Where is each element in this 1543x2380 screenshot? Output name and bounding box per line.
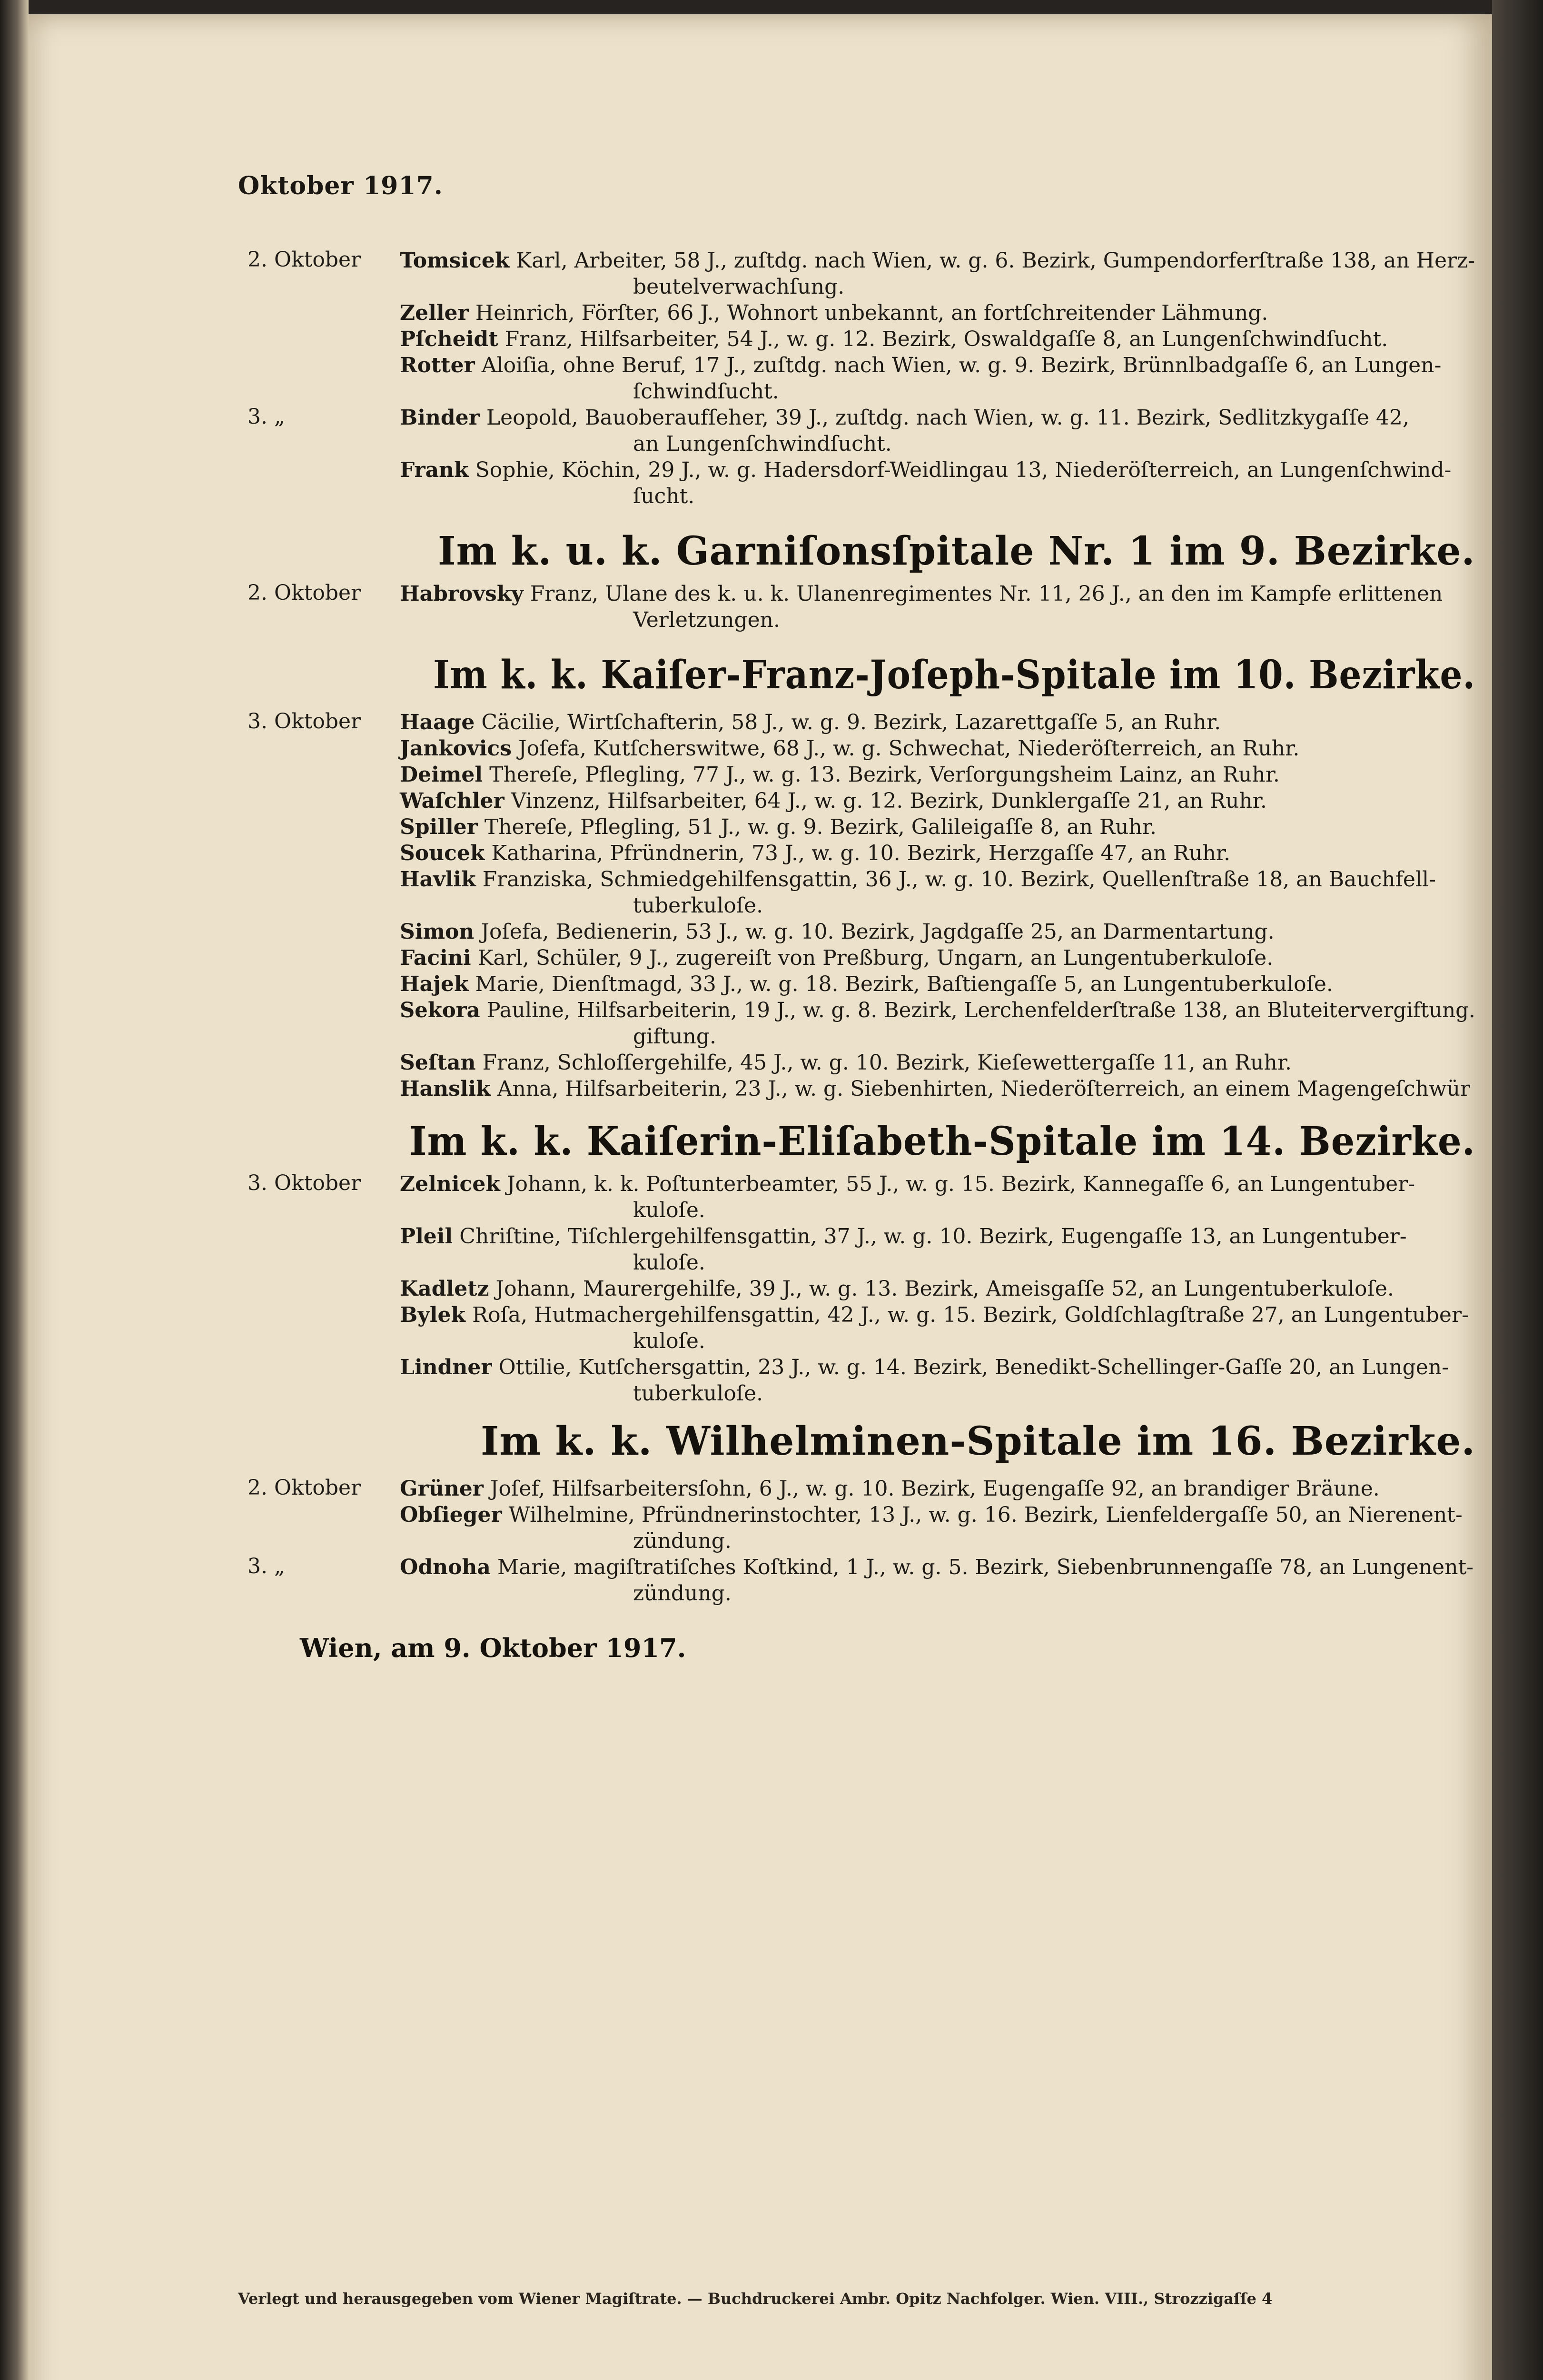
entry (400, 945, 1273, 971)
page-header: Oktober 1917. (238, 171, 443, 200)
entry (400, 866, 1436, 892)
entry-text: Joſefa, Bedienerin, 53 J., w. g. 10. Bezirk, Jagdgaſſe 25, an Darmentartung. (481, 920, 1275, 944)
entry (400, 1554, 1474, 1580)
entry-name: Spiller (400, 815, 478, 839)
scan-border-top (0, 0, 1543, 14)
entry-continuation: kuloſe. (633, 1329, 705, 1353)
entry-date: 3. „ (247, 1554, 285, 1578)
entry-text: Roſa, Hutmachergehilfensgattin, 42 J., w. g. 15. Bezirk, Goldſchlagſtraße 27, an Lungentuber- (472, 1303, 1469, 1327)
entry-continuation: beutelverwachſung. (633, 275, 845, 299)
entry (400, 326, 1388, 352)
imprint-footer: Verlegt und herausgegeben vom Wiener Magiſtrate. — Buchdruckerei Ambr. Opitz Nachfolger. Wien. VIII., Strozzigaſſe 4 (238, 2290, 1273, 2308)
entry-continuation: giftung. (633, 1024, 717, 1049)
entry-date: 2. Oktober (247, 1476, 361, 1500)
entry (400, 1223, 1407, 1250)
entry (400, 405, 1409, 431)
entry-name: Seſtan (400, 1051, 476, 1075)
entry (400, 788, 1267, 814)
entry-name: Odnoha (400, 1555, 491, 1579)
entry-date: 2. Oktober (247, 581, 361, 605)
entry-text: Joſefa, Kutſcherswitwe, 68 J., w. g. Schwechat, Niederöſterreich, an Ruhr. (518, 736, 1300, 761)
entry-name: Kadletz (400, 1277, 489, 1301)
entry-name: Sekora (400, 998, 480, 1022)
entry-text: Marie, Dienſtmagd, 33 J., w. g. 18. Bezirk, Baſtiengaſſe 5, an Lungentuberkuloſe. (475, 972, 1333, 996)
entry-text: Cäcilie, Wirtſchafterin, 58 J., w. g. 9. Bezirk, Lazarettgaſſe 5, an Ruhr. (481, 710, 1221, 734)
entry (400, 762, 1280, 788)
entry-text: Karl, Schüler, 9 J., zugereiſt von Preßburg, Ungarn, an Lungentuberkuloſe. (477, 946, 1274, 970)
entry-name: Habrovsky (400, 582, 524, 606)
entry-text: Marie, magiſtratiſches Koſtkind, 1 J., w. g. 5. Bezirk, Siebenbrunnengaſſe 78, an Lungenent- (497, 1555, 1474, 1579)
entry-name: Zelnicek (400, 1172, 500, 1196)
entry-name: Deimel (400, 763, 483, 787)
entry-text: Johann, Maurergehilfe, 39 J., w. g. 13. Bezirk, Ameisgaſſe 52, an Lungentuberkuloſe. (495, 1277, 1394, 1301)
entry-name: Rotter (400, 353, 475, 377)
entry (400, 1476, 1380, 1502)
entry (400, 1050, 1292, 1076)
entry (400, 1076, 1470, 1102)
entry-text: Heinrich, Förſter, 66 J., Wohnort unbekannt, an fortſchreitender Lähmung. (475, 301, 1268, 325)
entry-text: Ottilie, Kutſchersgattin, 23 J., w. g. 14. Bezirk, Benedikt-Schellinger-Gaſſe 20, an Lungen- (498, 1355, 1449, 1379)
entry (400, 735, 1299, 762)
entry-date: 3. Oktober (247, 1171, 361, 1195)
scan-border-right (1492, 0, 1543, 2380)
entry-name: Hanslik (400, 1077, 491, 1101)
entry-text: Vinzenz, Hilfsarbeiter, 64 J., w. g. 12. Bezirk, Dunklergaſſe 21, an Ruhr. (511, 789, 1267, 813)
entry-continuation: kuloſe. (633, 1198, 705, 1222)
entry-text: Franz, Schloſſergehilfe, 45 J., w. g. 10. Bezirk, Kieſewettergaſſe 11, an Ruhr. (482, 1051, 1292, 1075)
entry-continuation: zündung. (633, 1581, 732, 1606)
entry-text: Chriſtine, Tiſchlergehilfensgattin, 37 J., w. g. 10. Bezirk, Eugengaſſe 13, an Lungentuber- (459, 1224, 1407, 1249)
section-heading: Im k. k. Kaiſerin-Eliſabeth-Spitale im 14. Bezirke. (409, 1119, 1475, 1164)
entry (400, 814, 1157, 840)
entry (400, 457, 1451, 483)
entry-name: Havlik (400, 867, 476, 892)
document-page (29, 14, 1492, 2380)
entry-name: Obſieger (400, 1503, 502, 1527)
entry-text: Franz, Hilfsarbeiter, 54 J., w. g. 12. Bezirk, Oswaldgaſſe 8, an Lungenſchwindſucht. (504, 327, 1388, 351)
closing-line: Wien, am 9. Oktober 1917. (300, 1633, 686, 1663)
entry (400, 1276, 1394, 1302)
entry (400, 1302, 1469, 1328)
entry (400, 709, 1221, 735)
entry-name: Soucek (400, 841, 485, 865)
entry-text: Leopold, Bauoberaufſeher, 39 J., zuſtdg. nach Wien, w. g. 11. Bezirk, Sedlitzkygaſſe 42, (486, 406, 1409, 430)
entry-continuation: Verletzungen. (633, 608, 780, 632)
entry (400, 352, 1441, 378)
entry (400, 1502, 1463, 1528)
entry-text: Katharina, Pfründnerin, 73 J., w. g. 10. Bezirk, Herzgaſſe 47, an Ruhr. (491, 841, 1231, 865)
entry-name: Facini (400, 946, 471, 970)
entry (400, 1171, 1415, 1197)
section-heading: Im k. k. Kaiſer-Franz-Joſeph-Spitale im 10. Bezirke. (433, 652, 1476, 698)
entry-date: 3. „ (247, 405, 285, 429)
entry-name: Hajek (400, 972, 469, 996)
entry-continuation: zündung. (633, 1529, 732, 1553)
section-heading: Im k. k. Wilhelminen-Spitale im 16. Bezirke. (481, 1418, 1475, 1464)
entry-text: Joſef, Hilfsarbeitersſohn, 6 J., w. g. 10. Bezirk, Eugengaſſe 92, an brandiger Bräune. (490, 1477, 1380, 1501)
entry (400, 1354, 1449, 1380)
entry-name: Bylek (400, 1303, 465, 1327)
entry-continuation: ſchwindſucht. (633, 379, 779, 404)
entry-continuation: tuberkuloſe. (633, 1381, 763, 1406)
entry-text: Thereſe, Pflegling, 77 J., w. g. 13. Bezirk, Verſorgungsheim Lainz, an Ruhr. (489, 763, 1280, 787)
entry-continuation: tuberkuloſe. (633, 893, 763, 918)
entry-name: Tomsicek (400, 248, 510, 273)
entry (400, 581, 1443, 607)
entry-name: Haage (400, 710, 475, 734)
entry-text: Franz, Ulane des k. u. k. Ulanenregimentes Nr. 11, 26 J., an den im Kampfe erlittenen (530, 582, 1443, 606)
entry-name: Pleil (400, 1224, 453, 1249)
entry-name: Zeller (400, 301, 469, 325)
entry-name: Jankovics (400, 736, 512, 761)
entry-continuation: an Lungenſchwindſucht. (633, 432, 892, 456)
entry (400, 248, 1475, 274)
book-spine (0, 0, 29, 2380)
entry-text: Sophie, Köchin, 29 J., w. g. Hadersdorf-Weidlingau 13, Niederöſterreich, an Lungenſchwind- (475, 458, 1452, 482)
entry-text: Aloiſia, ohne Beruf, 17 J., zuſtdg. nach Wien, w. g. 9. Bezirk, Brünnlbadgaſſe 6, an Lungen- (481, 353, 1442, 377)
entry-continuation: kuloſe. (633, 1250, 705, 1275)
entry-text: Anna, Hilfsarbeiterin, 23 J., w. g. Siebenhirten, Niederöſterreich, an einem Magengeſchwür (497, 1077, 1471, 1101)
entry (400, 919, 1275, 945)
section-heading: Im k. u. k. Garniſonsſpitale Nr. 1 im 9. Bezirke. (438, 528, 1475, 574)
entry-name: Waſchler (400, 789, 504, 813)
entry (400, 840, 1230, 866)
entry-text: Thereſe, Pflegling, 51 J., w. g. 9. Bezirk, Galileigaſſe 8, an Ruhr. (484, 815, 1157, 839)
entry-date: 2. Oktober (247, 248, 361, 272)
entry-text: Pauline, Hilfsarbeiterin, 19 J., w. g. 8. Bezirk, Lerchenfelderſtraße 138, an Bluteitervergiftung. (486, 998, 1475, 1022)
entry (400, 300, 1268, 326)
entry-name: Grüner (400, 1477, 484, 1501)
entry-continuation: ſucht. (633, 484, 695, 508)
entry-text: Johann, k. k. Poſtunterbeamter, 55 J., w. g. 15. Bezirk, Kannegaſſe 6, an Lungentuber- (506, 1172, 1415, 1196)
entry-date: 3. Oktober (247, 709, 361, 734)
entry (400, 997, 1475, 1023)
entry-name: Simon (400, 920, 475, 944)
entry-name: Binder (400, 406, 480, 430)
entry-name: Frank (400, 458, 469, 482)
entry-name: Pſcheidt (400, 327, 498, 351)
entry-name: Lindner (400, 1355, 492, 1379)
entry-text: Karl, Arbeiter, 58 J., zuſtdg. nach Wien, w. g. 6. Bezirk, Gumpendorferſtraße 138, an Herz- (516, 248, 1475, 273)
entry (400, 971, 1333, 997)
entry-text: Franziska, Schmiedgehilfensgattin, 36 J., w. g. 10. Bezirk, Quellenſtraße 18, an Bauchfell- (482, 867, 1436, 892)
entry-text: Wilhelmine, Pfründnerinstochter, 13 J., w. g. 16. Bezirk, Lienfeldergaſſe 50, an Nierenent- (508, 1503, 1463, 1527)
